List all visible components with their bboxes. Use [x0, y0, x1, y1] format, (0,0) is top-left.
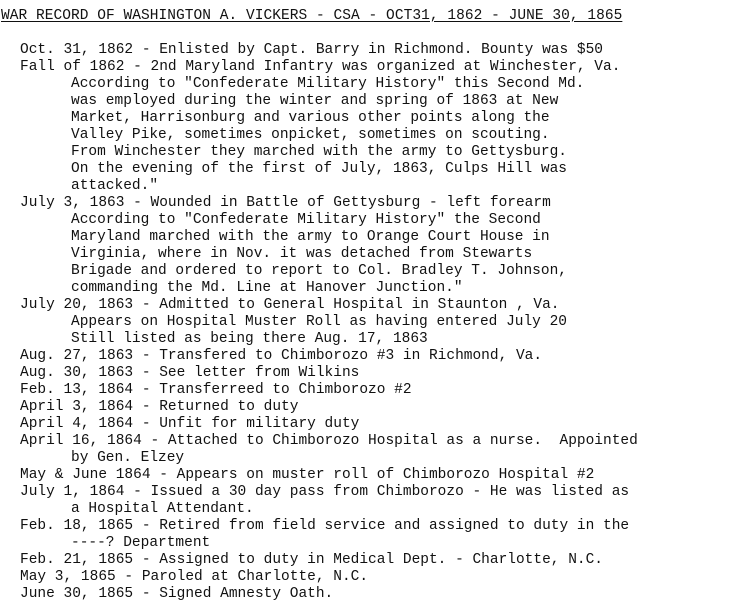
entry-continuation-line: Maryland marched with the army to Orange Court House in — [71, 229, 550, 245]
entry-continuation-line: ----? Department — [71, 535, 211, 551]
entry-line: May & June 1864 - Appears on muster roll of Chimborozo Hospital #2 — [20, 467, 595, 483]
entry-continuation-line: attacked." — [71, 178, 159, 194]
entry-line: Feb. 13, 1864 - Transferreed to Chimborozo #2 — [20, 382, 412, 398]
record-entry — [20, 195, 748, 297]
record-entry — [20, 552, 748, 569]
entry-continuation-line: Appears on Hospital Muster Roll as having entered July 20 — [71, 314, 567, 330]
entry-continuation-line: From Winchester they marched with the army to Gettysburg. — [71, 144, 567, 160]
entry-line: Oct. 31, 1862 - Enlisted by Capt. Barry in Richmond. Bounty was $50 — [20, 42, 603, 58]
record-entry — [20, 297, 748, 348]
record-entry — [20, 569, 748, 586]
entry-line: July 1, 1864 - Issued a 30 day pass from Chimborozo - He was listed as — [20, 484, 630, 500]
entry-continuation-line: a Hospital Attendant. — [71, 501, 254, 517]
record-entry — [20, 365, 748, 382]
record-entry — [20, 416, 748, 433]
record-entry — [20, 467, 748, 484]
record-entry — [20, 348, 748, 365]
entry-continuation-line: Market, Harrisonburg and various other points along the — [71, 110, 550, 126]
entry-line: Aug. 27, 1863 - Transfered to Chimborozo #3 in Richmond, Va. — [20, 348, 543, 364]
entry-line: June 30, 1865 - Signed Amnesty Oath. — [20, 586, 334, 602]
entry-continuation-line: Valley Pike, sometimes onpicket, sometimes on scouting. — [71, 127, 550, 143]
entry-line: May 3, 1865 - Paroled at Charlotte, N.C. — [20, 569, 369, 585]
entry-continuation-line: Virginia, where in Nov. it was detached from Stewarts — [71, 246, 533, 262]
entry-continuation-line: On the evening of the first of July, 1863, Culps Hill was — [71, 161, 567, 177]
entry-continuation-line: Still listed as being there Aug. 17, 1863 — [71, 331, 428, 347]
entry-line: Fall of 1862 - 2nd Maryland Infantry was organized at Winchester, Va. — [20, 59, 621, 75]
record-entry — [20, 42, 748, 59]
entry-line: July 20, 1863 - Admitted to General Hospital in Staunton , Va. — [20, 297, 560, 313]
record-entry — [20, 399, 748, 416]
entry-line: April 16, 1864 - Attached to Chimborozo Hospital as a nurse. Appointed — [20, 433, 638, 449]
entry-continuation-line: commanding the Md. Line at Hanover Junction." — [71, 280, 463, 296]
entry-line: Aug. 30, 1863 - See letter from Wilkins — [20, 365, 360, 381]
record-entry — [20, 484, 748, 518]
entry-continuation-line: Brigade and ordered to report to Col. Bradley T. Johnson, — [71, 263, 567, 279]
record-entry — [20, 433, 748, 467]
entry-line: April 3, 1864 - Returned to duty — [20, 399, 299, 415]
record-entry — [20, 382, 748, 399]
record-entries — [20, 42, 748, 603]
entry-line: Feb. 18, 1865 - Retired from field service and assigned to duty in the — [20, 518, 630, 534]
entry-continuation-line: by Gen. Elzey — [71, 450, 185, 466]
entry-continuation-line: According to "Confederate Military History" the Second — [71, 212, 541, 228]
entry-line: April 4, 1864 - Unfit for military duty — [20, 416, 360, 432]
record-entry — [20, 518, 748, 552]
entry-continuation-line: According to "Confederate Military History" this Second Md. — [71, 76, 585, 92]
entry-continuation-line: was employed during the winter and spring of 1863 at New — [71, 93, 559, 109]
entry-line: Feb. 21, 1865 - Assigned to duty in Medical Dept. - Charlotte, N.C. — [20, 552, 603, 568]
record-entry — [20, 59, 748, 195]
record-entry — [20, 586, 748, 603]
entry-line: July 3, 1863 - Wounded in Battle of Gettysburg - left forearm — [20, 195, 551, 211]
document-title: WAR RECORD OF WASHINGTON A. VICKERS - CSA - OCT31, 1862 - JUNE 30, 1865 — [1, 8, 623, 24]
